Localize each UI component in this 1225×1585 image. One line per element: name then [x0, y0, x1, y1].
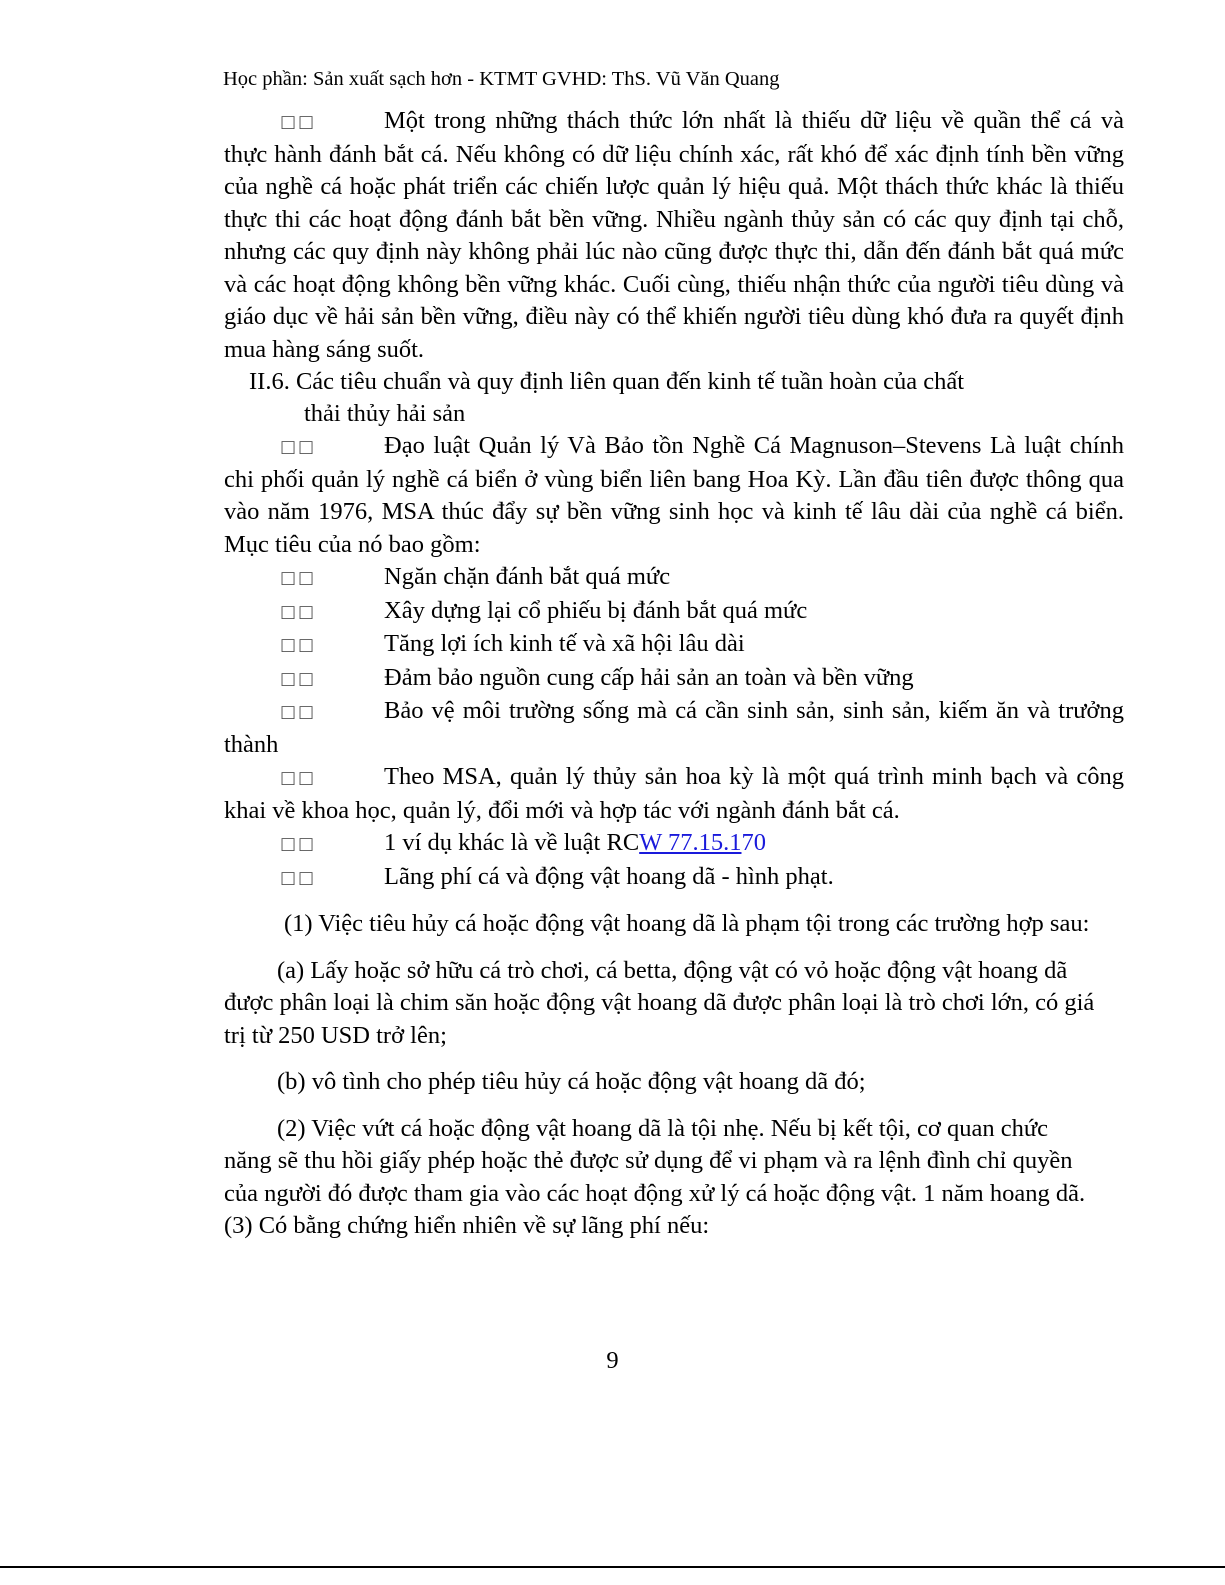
- section-heading: [224, 366, 1124, 430]
- msa-intro-text: Đạo luật Quản lý Và Bảo tồn Nghề Cá Magnuson–Stevens Là luật chính chi phối quản lý nghề cá biển ở vùng biển liên bang Hoa Kỳ. Lần đầu tiên được thông qua vào năm 1976, MSA thúc đẩy sự bền vững sinh học và kinh tế lâu dài của nghề cá biển. Mục tiêu của nó bao gồm:: [224, 432, 1124, 558]
- goal-text: Bảo vệ môi trường sống mà cá cần sinh sản, sinh sản, kiếm ăn và trưởng thành: [224, 697, 1124, 758]
- msa-process-text: Theo MSA, quản lý thủy sản hoa kỳ là một quá trình minh bạch và công khai về khoa học, quản lý, đổi mới và hợp tác với ngành đánh bắt cá.: [224, 763, 1124, 824]
- bullet-box-icon: □□: [280, 635, 317, 655]
- challenges-paragraph: [224, 105, 1124, 366]
- challenges-text: Một trong những thách thức lớn nhất là thiếu dữ liệu về quần thể cá và thực hành đánh bắt cá. Nếu không có dữ liệu chính xác, rất khó để xác định tính bền vững của nghề cá hoặc phát triển các chiến lược quản lý hiệu quả. Một thách thức khác là thiếu thực thi các hoạt động đánh bắt bền vững. Nhiều ngành thủy sản có các quy định tại chỗ, nhưng các quy định này không phải lúc nào cũng được thực thi, dẫn đến đánh bắt quá mức và các hoạt động không bền vững khác. Cuối cùng, thiếu nhận thức của người tiêu dùng và giáo dục về hải sản bền vững, điều này có thể khiến người tiêu dùng khó đưa ra quyết định mua hàng sáng suốt.: [224, 107, 1124, 363]
- bullet-box-icon: □□: [280, 702, 317, 722]
- section-heading-line1: II.6. Các tiêu chuẩn và quy định liên quan đến kinh tế tuần hoàn của chất: [249, 368, 965, 395]
- legal-clause-1: (1) Việc tiêu hủy cá hoặc động vật hoang dã là phạm tội trong các trường hợp sau:: [284, 910, 1090, 937]
- section-heading-line2: thải thủy hải sản: [304, 400, 466, 427]
- legal-clause-1a: (a) Lấy hoặc sở hữu cá trò chơi, cá betta, động vật có vỏ hoặc động vật hoang dã được phân loại là chim săn hoặc động vật hoang dã được phân loại là trò chơi lớn, có giá trị từ 250 USD trở lên;: [224, 956, 1095, 1049]
- rcw-paragraph: [224, 827, 1124, 861]
- rcw-prefix-text: 1 ví dụ khác là về luật RC: [384, 829, 640, 856]
- goal-text: Đảm bảo nguồn cung cấp hải sản an toàn và bền vững: [384, 663, 914, 691]
- rcw-law-link[interactable]: W 77.15.1: [639, 829, 742, 856]
- bullet-box-icon: □□: [280, 437, 317, 457]
- goal-list-item: [224, 662, 1124, 696]
- bullet-box-icon: □□: [280, 568, 317, 588]
- rcw-law-link-tail[interactable]: 70: [741, 829, 766, 856]
- page-header: Học phần: Sản xuất sạch hơn - KTMT GVHD: ThS. Vũ Văn Quang: [223, 68, 780, 90]
- goal-text: Xây dựng lại cổ phiếu bị đánh bắt quá mức: [384, 596, 808, 624]
- bullet-box-icon: □□: [280, 601, 317, 622]
- bullet-box-icon: □□: [280, 668, 317, 689]
- waste-penalty-title: Lãng phí cá và động vật hoang dã - hình phạt.: [384, 862, 834, 890]
- goal-list-item: [224, 695, 1124, 761]
- bullet-box-icon: □□: [280, 834, 317, 854]
- document-body: [224, 105, 1124, 1243]
- msa-intro-paragraph: [224, 430, 1124, 561]
- bullet-box-icon: □□: [280, 768, 317, 788]
- bullet-box-icon: □□: [280, 867, 317, 888]
- goal-list-item: [224, 595, 1124, 629]
- page-number: 9: [606, 1347, 619, 1374]
- page-bottom-divider: [0, 1566, 1225, 1568]
- legal-clause-2: (2) Việc vứt cá hoặc động vật hoang dã là tội nhẹ. Nếu bị kết tội, cơ quan chức năng sẽ thu hồi giấy phép hoặc thẻ được sử dụng để vi phạm và ra lệnh đình chỉ quyền của người đó được tham gia vào các hoạt động xử lý cá hoặc động vật. 1 năm hoang dã. (3) Có bằng chứng hiển nhiên về sự lãng phí nếu:: [224, 1114, 1086, 1239]
- goal-text: Tăng lợi ích kinh tế và xã hội lâu dài: [384, 630, 745, 657]
- goal-list-item: [224, 561, 1124, 595]
- goal-list-item: [224, 628, 1124, 662]
- waste-penalty-paragraph: [224, 861, 1124, 895]
- bullet-box-icon: □□: [280, 112, 317, 132]
- legal-clause-1b: (b) vô tình cho phép tiêu hủy cá hoặc động vật hoang dã đó;: [277, 1068, 866, 1095]
- msa-process-paragraph: [224, 761, 1124, 827]
- goal-text: Ngăn chặn đánh bắt quá mức: [384, 563, 671, 590]
